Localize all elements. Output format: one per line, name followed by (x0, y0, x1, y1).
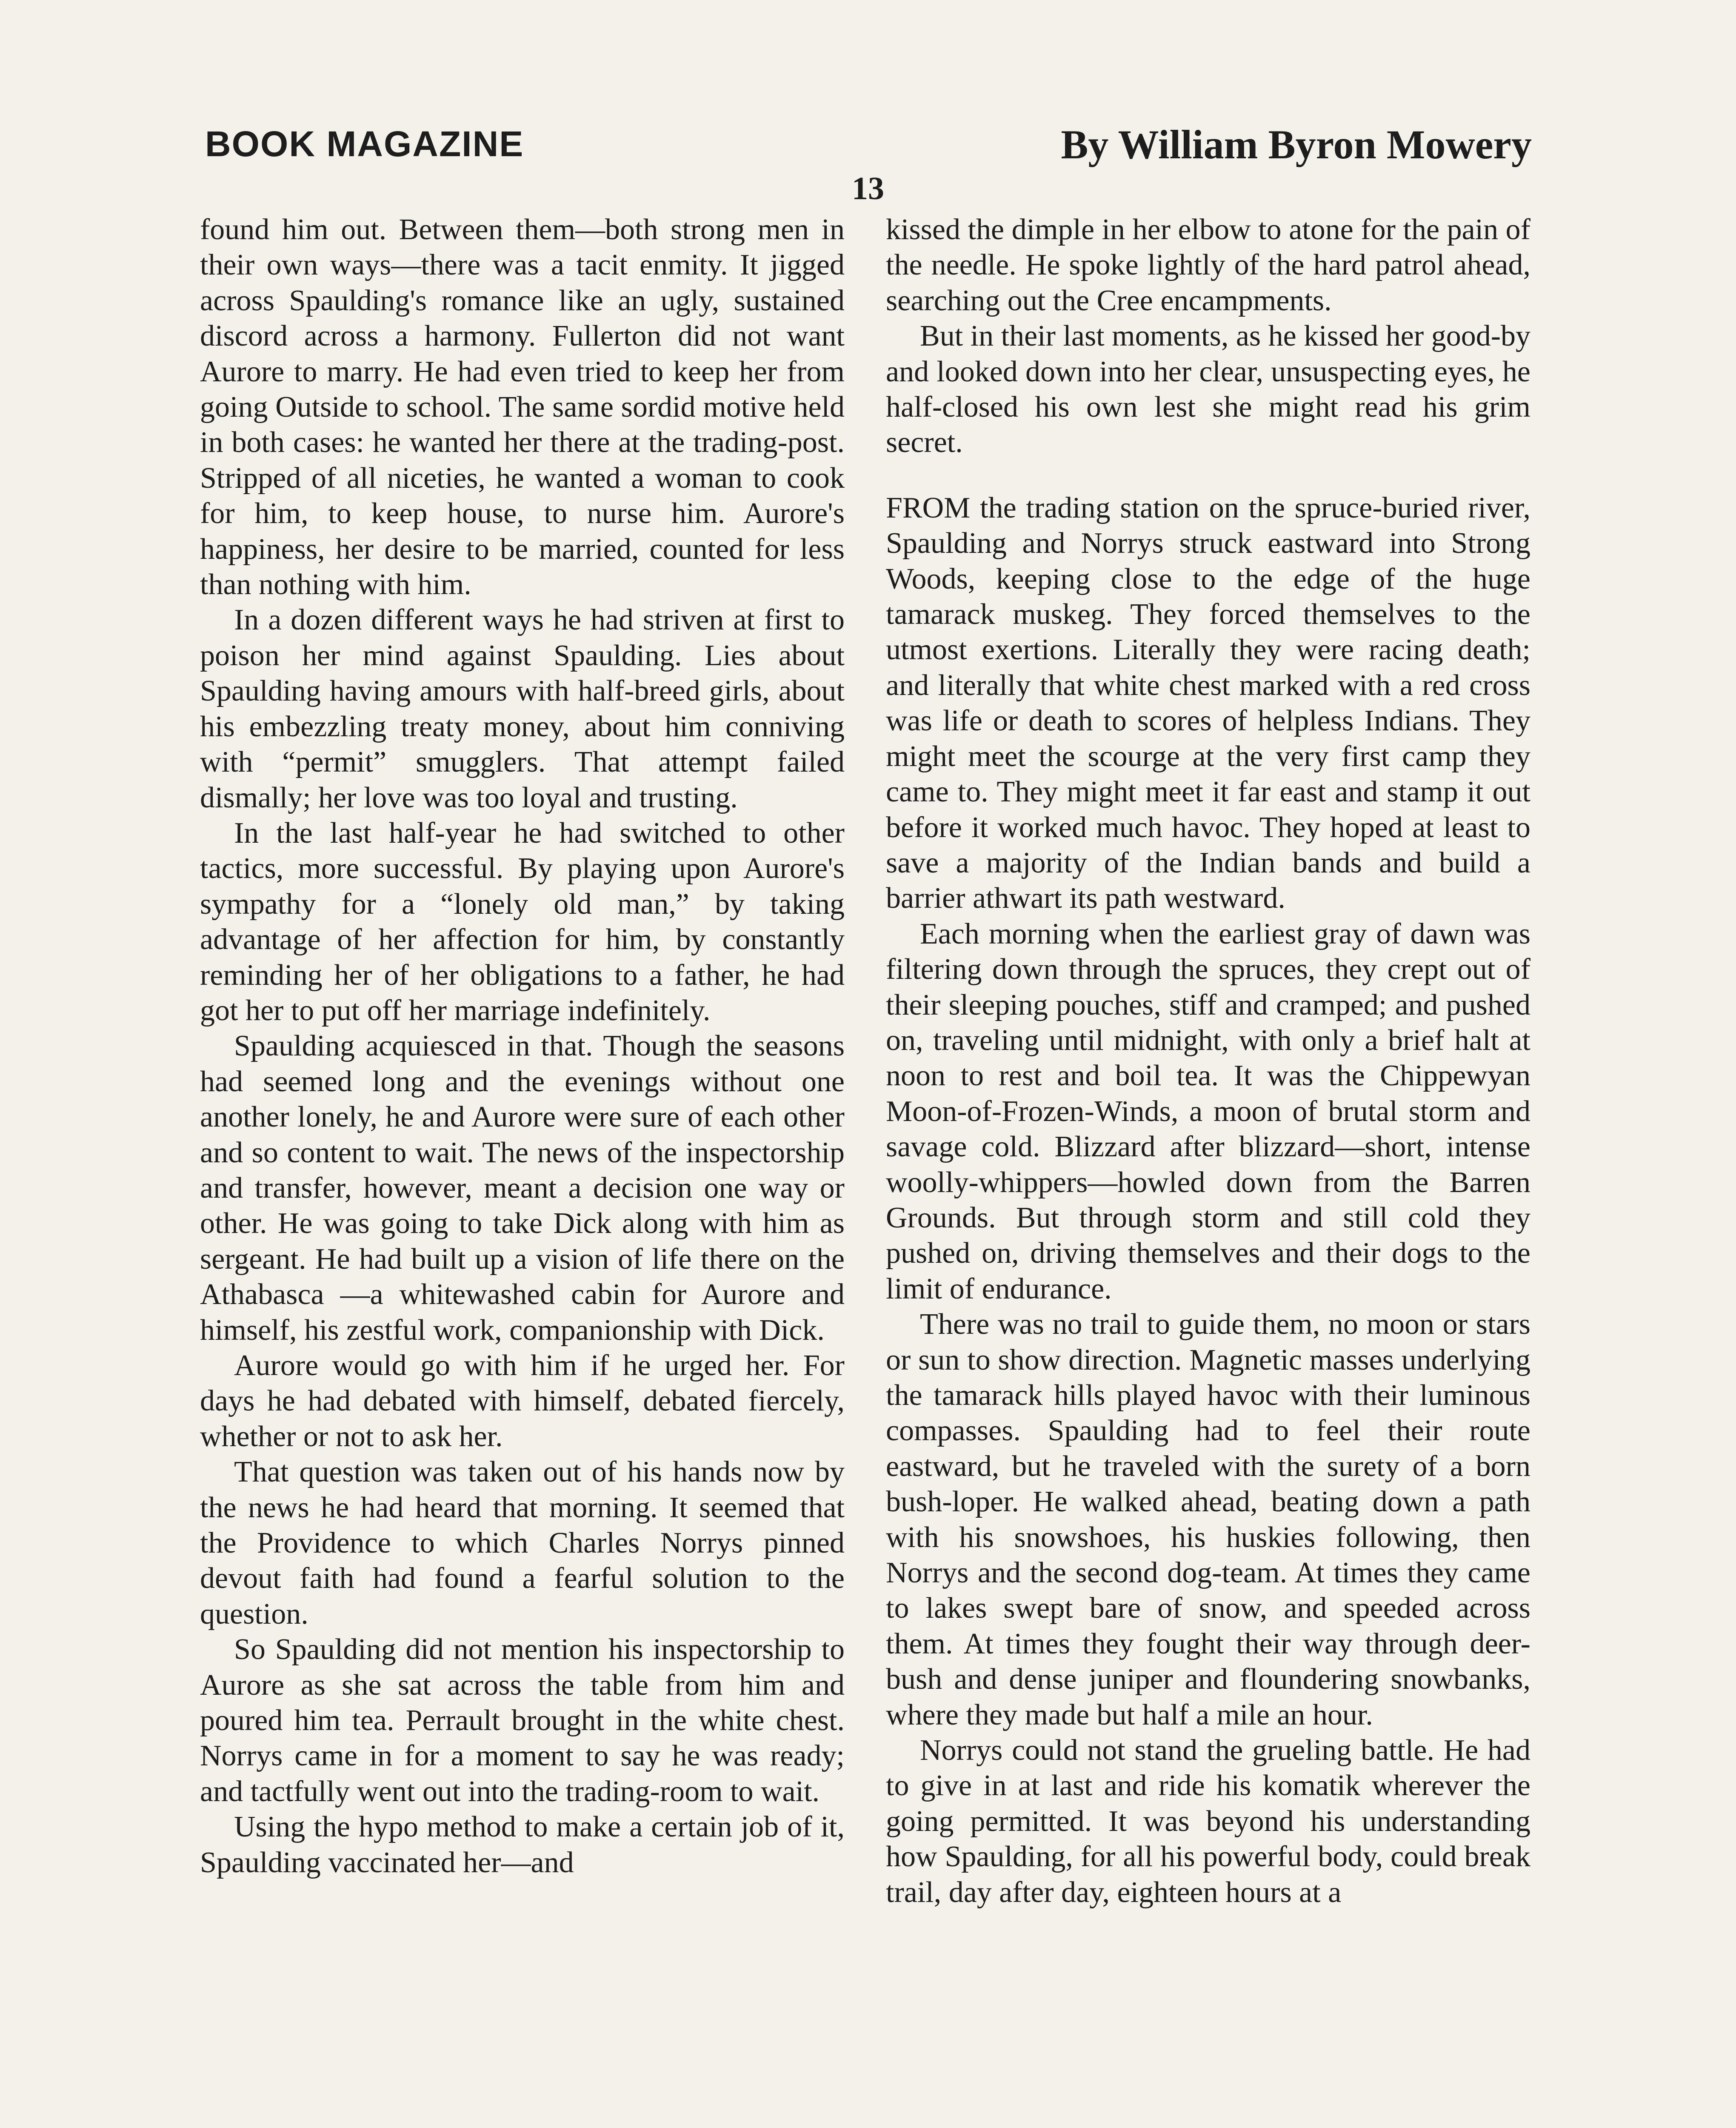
paragraph: Spaulding acquiesced in that. Though the seasons had seemed long and the evenings without one another lonely, he and Aurore were sure of each other and so content to wait. The news of the inspectorship and transfer, however, meant a decision one way or other. He was going to take Dick along with him as sergeant. He had built up a vision of life there on the Athabasca —a whitewashed cabin for Aurore and himself, his zestful work, companionship with Dick. (200, 1030, 845, 1347)
paragraph: But in their last moments, as he kissed her good-by and looked down into her clear, unsuspecting eyes, he half-closed his own lest she might read his grim secret. (886, 320, 1530, 459)
paragraph: In a dozen different ways he had striven at first to poison her mind against Spaulding. Lies about Spaulding having amours with half-breed girls, about his embezzling treaty money, about him conniving with “permit” smugglers. That attempt failed dismally; her love was too loyal and trusting. (200, 604, 845, 814)
author-byline: By William Byron Mowery (1061, 122, 1532, 167)
paragraph: Norrys could not stand the grueling battle. He had to give in at last and ride his komatik wherever the going permitted. It was beyond his understanding how Spaulding, for all his powerful body, could break trail, day after day, eighteen hours at a (886, 1734, 1530, 1909)
paragraph: Aurore would go with him if he urged her. For days he had debated with himself, debated fiercely, whether or not to ask her. (200, 1349, 845, 1453)
paragraph: So Spaulding did not mention his inspectorship to Aurore as she sat across the table from him and poured him tea. Perrault brought in the white chest. Norrys came in for a moment to say he was ready; and tactfully went out into the trading-room to wait. (200, 1633, 845, 1808)
paragraph: There was no trail to guide them, no moon or stars or sun to show direction. Magnetic masses underlying the tamarack hills played havoc with their luminous compasses. Spaulding had to feel their route eastward, but he traveled with the surety of a born bush-loper. He walked ahead, beating down a path with his snowshoes, his huskies following, then Norrys and the second dog-team. At times they came to lakes swept bare of snow, and speeded across them. At times they fought their way through deer-bush and dense juniper and floundering snowbanks, where they made but half a mile an hour. (886, 1308, 1530, 1731)
paragraph: found him out. Between them—both strong men in their own ways—there was a tacit enmity. It jigged across Spaulding's romance like an ugly, sustained discord across a harmony. Fullerton did not want Aurore to marry. He had even tried to keep her from going Outside to school. The same sordid motive held in both cases: he wanted her there at the trading-post. Stripped of all niceties, he wanted a woman to cook for him, to keep house, to nurse him. Aurore's happiness, her desire to be married, counted for less than nothing with him. (200, 213, 845, 601)
paragraph: Each morning when the earliest gray of dawn was filtering down through the spruces, they crept out of their sleeping pouches, stiff and cramped; and pushed on, traveling until midnight, with only a brief halt at noon to rest and boil tea. It was the Chippewyan Moon-of-Frozen-Winds, a moon of brutal storm and savage cold. Blizzard after blizzard—short, intense woolly-whippers—howled down from the Barren Grounds. But through storm and still cold they pushed on, driving themselves and their dogs to the limit of endurance. (886, 917, 1530, 1305)
paragraph: That question was taken out of his hands now by the news he had heard that morning. It seemed that the Providence to which Charles Norrys pinned devout faith had found a fearful solution to the question. (200, 1456, 845, 1630)
section-opening-paragraph: FROM the trading station on the spruce-buried river, Spaulding and Norrys struck eastward into Strong Woods, keeping close to the edge of the huge tamarack muskeg. They forced themselves to the utmost exertions. Literally they were racing death; and literally that white chest marked with a red cross was life or death to scores of helpless Indians. They might meet the scourge at the very first camp they came to. They might meet it far east and stamp it out before it worked much havoc. They hoped at least to save a majority of the Indian bands and build a barrier athwart its path westward. (886, 491, 1530, 915)
paragraph: In the last half-year he had switched to other tactics, more successful. By playing upon Aurore's sympathy for a “lonely old man,” by taking advantage of her affection for him, by constantly reminding her of her obligations to a father, he had got her to put off her marriage indefinitely. (200, 816, 845, 1027)
magazine-title: BOOK MAGAZINE (205, 124, 524, 164)
paragraph: kissed the dimple in her elbow to atone for the pain of the needle. He spoke lightly of the hard patrol ahead, searching out the Cree encampments. (886, 213, 1530, 317)
right-column (886, 212, 1530, 1910)
page-header (205, 123, 1532, 174)
page-number: 13 (852, 171, 884, 206)
left-column (200, 212, 845, 1880)
paragraph: Using the hypo method to make a certain job of it, Spaulding vaccinated her—and (200, 1811, 845, 1879)
